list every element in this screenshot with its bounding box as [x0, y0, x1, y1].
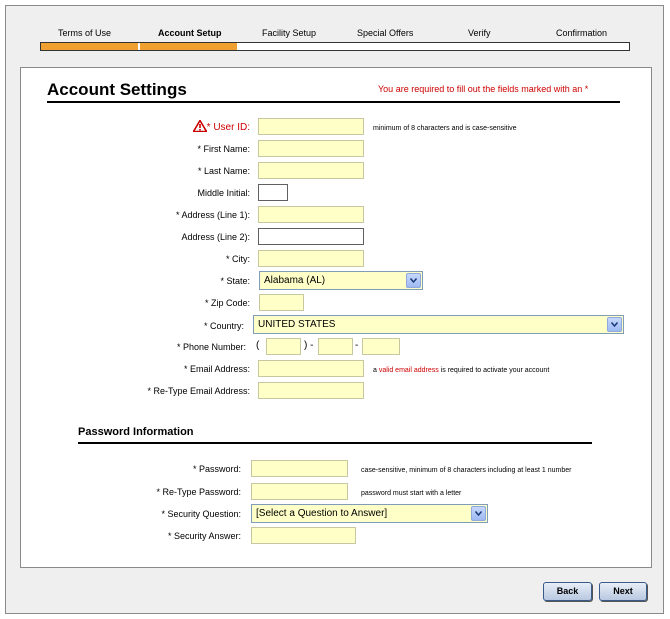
- wizard-steps: [40, 20, 630, 50]
- retype-password-input[interactable]: [251, 483, 348, 500]
- user-id-hint: minimum of 8 characters and is case-sensitive: [373, 125, 517, 132]
- phone-label: * Phone Number:: [176, 342, 246, 352]
- wizard-progress-bar: [40, 42, 630, 51]
- next-button[interactable]: Next: [599, 582, 647, 601]
- country-select-value: UNITED STATES: [258, 319, 336, 330]
- password-section-title: Password Information: [78, 426, 194, 438]
- phone-dash: -: [355, 340, 359, 351]
- last-name-input[interactable]: [258, 162, 364, 179]
- security-question-label: * Security Question:: [161, 509, 241, 519]
- email-hint-link[interactable]: valid email address: [378, 367, 439, 374]
- back-button[interactable]: Back: [543, 582, 592, 601]
- email-hint-prefix: a: [373, 367, 379, 374]
- state-label: * State:: [220, 276, 250, 286]
- step-account-setup: Account Setup: [158, 28, 222, 38]
- middle-initial-input[interactable]: [258, 184, 288, 201]
- security-question-value: [Select a Question to Answer]: [256, 508, 388, 519]
- address-line2-input[interactable]: [258, 228, 364, 245]
- retype-password-label: * Re-Type Password:: [156, 487, 241, 497]
- step-verify: Verify: [468, 28, 491, 38]
- phone-close-paren: ) -: [304, 340, 314, 351]
- city-input[interactable]: [258, 250, 364, 267]
- retype-email-input[interactable]: [258, 382, 364, 399]
- first-name-input[interactable]: [258, 140, 364, 157]
- chevron-down-icon[interactable]: [471, 506, 486, 521]
- zip-code-label: * Zip Code:: [204, 298, 250, 308]
- last-name-label: * Last Name:: [197, 166, 250, 176]
- user-id-label: * User ID:: [206, 122, 250, 133]
- progress-separator: [138, 43, 140, 50]
- email-input[interactable]: [258, 360, 364, 377]
- email-label: * Email Address:: [183, 364, 250, 374]
- step-facility-setup: Facility Setup: [262, 28, 317, 38]
- user-id-input[interactable]: [258, 118, 364, 135]
- step-terms-of-use: Terms of Use: [58, 28, 112, 38]
- retype-password-hint: password must start with a letter: [361, 490, 462, 497]
- chevron-down-icon[interactable]: [607, 317, 622, 332]
- email-hint: [373, 367, 549, 374]
- title-divider: [47, 101, 620, 103]
- page-title: Account Settings: [47, 80, 187, 99]
- country-select[interactable]: [253, 315, 624, 334]
- security-answer-label: * Security Answer:: [167, 531, 241, 541]
- middle-initial-label: Middle Initial:: [197, 188, 250, 198]
- phone-area-code-input[interactable]: [266, 338, 301, 355]
- city-label: * City:: [225, 254, 250, 264]
- password-hint: case-sensitive, minimum of 8 characters including at least 1 number: [361, 467, 572, 474]
- phone-line-input[interactable]: [362, 338, 400, 355]
- required-fields-note: You are required to fill out the fields marked with an *: [378, 84, 589, 94]
- address-line2-label: Address (Line 2):: [181, 232, 250, 242]
- step-special-offers: Special Offers: [357, 28, 414, 38]
- first-name-label: * First Name:: [197, 144, 250, 154]
- zip-code-input[interactable]: [259, 294, 304, 311]
- account-settings-panel: [20, 67, 652, 568]
- password-section-divider: [78, 442, 592, 444]
- security-answer-input[interactable]: [251, 527, 356, 544]
- security-question-select[interactable]: [251, 504, 488, 523]
- chevron-down-icon[interactable]: [406, 273, 421, 288]
- address-line1-input[interactable]: [258, 206, 364, 223]
- password-input[interactable]: [251, 460, 348, 477]
- password-label: * Password:: [192, 464, 241, 474]
- email-hint-suffix: is required to activate your account: [438, 367, 550, 374]
- state-select-value: Alabama (AL): [264, 275, 326, 286]
- phone-open-paren: (: [256, 340, 260, 351]
- phone-prefix-input[interactable]: [318, 338, 353, 355]
- state-select[interactable]: [259, 271, 423, 290]
- step-confirmation: Confirmation: [556, 28, 608, 38]
- address-line1-label: * Address (Line 1):: [175, 210, 250, 220]
- country-label: * Country:: [203, 321, 244, 331]
- retype-email-label: * Re-Type Email Address:: [147, 386, 250, 396]
- warning-triangle-icon: [193, 120, 207, 132]
